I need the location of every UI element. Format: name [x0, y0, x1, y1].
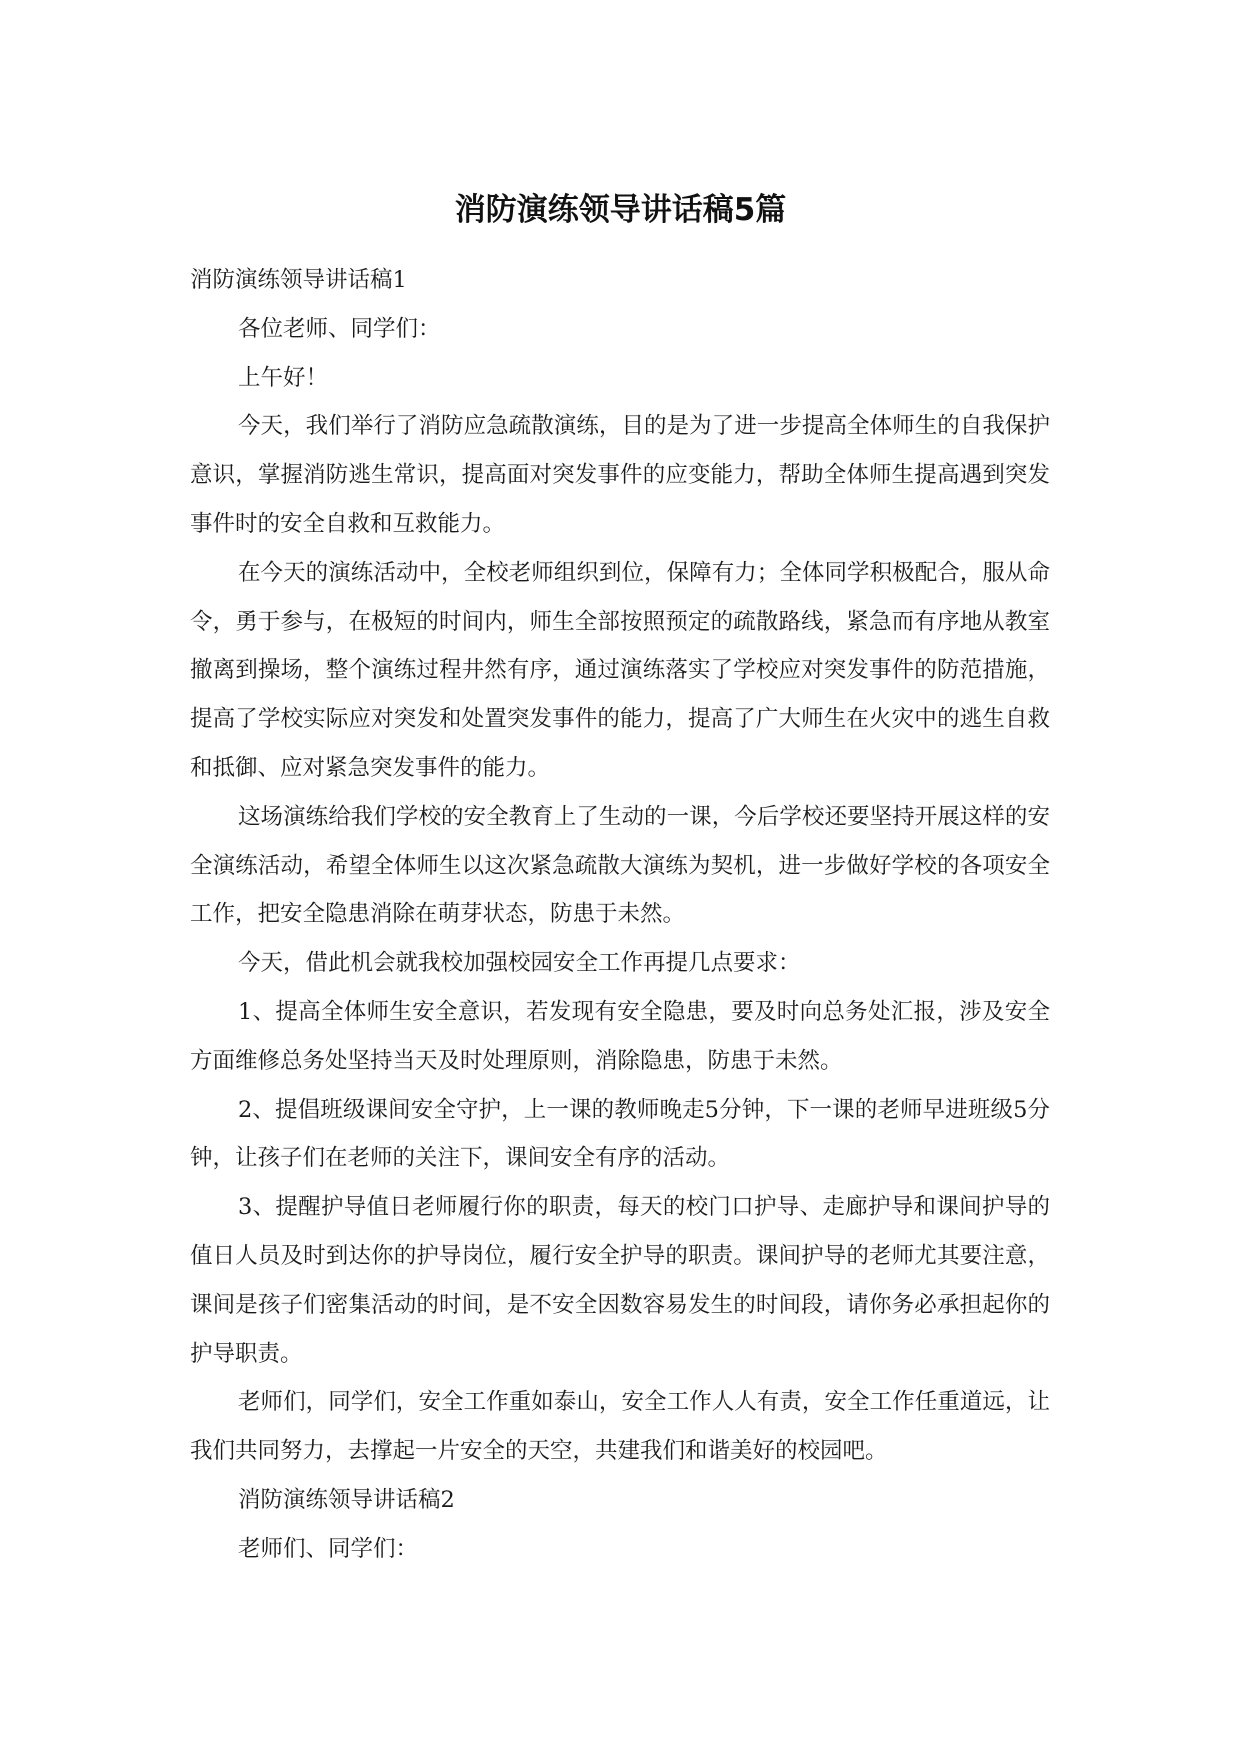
paragraph: 在今天的演练活动中，全校老师组织到位，保障有力；全体同学积极配合，服从命令，勇于参与，在极短的时间内，师生全部按照预定的疏散路线，紧急而有序地从教室撤离到操场，整个演练过程井然有序，通过演练落实了学校应对突发事件的防范措施，提高了学校实际应对突发和处置突发事件的能力，提高了广大师生在火灾中的逃生自救和抵御、应对紧急突发事件的能力。: [190, 559, 1050, 781]
paragraph: 老师们，同学们，安全工作重如泰山，安全工作人人有责，安全工作任重道远，让我们共同努力，去撑起一片安全的天空，共建我们和谐美好的校园吧。: [190, 1389, 1050, 1465]
section-heading-2: 消防演练领导讲话稿2: [238, 1486, 455, 1513]
salutation: 老师们、同学们：: [238, 1535, 419, 1562]
document-title: 消防演练领导讲话稿5篇: [454, 192, 787, 228]
paragraph: 这场演练给我们学校的安全教育上了生动的一课，今后学校还要坚持开展这样的安全演练活动，希望全体师生以这次紧急疏散大演练为契机，进一步做好学校的各项安全工作，把安全隐患消除在萌芽状态，防患于未然。: [190, 803, 1050, 928]
paragraph: 今天，我们举行了消防应急疏散演练，目的是为了进一步提高全体师生的自我保护意识，掌握消防逃生常识，提高面对突发事件的应变能力，帮助全体师生提高遇到突发事件时的安全自救和互救能力。: [190, 413, 1050, 537]
list-item: 2、提倡班级课间安全守护，上一课的教师晚走5分钟，下一课的老师早进班级5分钟，让孩子们在老师的关注下，课间安全有序的活动。: [190, 1096, 1050, 1172]
greeting: 上午好！: [238, 364, 329, 391]
section-heading-1: 消防演练领导讲话稿1: [190, 267, 407, 293]
list-item: 3、提醒护导值日老师履行你的职责，每天的校门口护导、走廊护导和课间护导的值日人员及时到达你的护导岗位，履行安全护导的职责。课间护导的老师尤其要注意，课间是孩子们密集活动的时间，是不安全因数容易发生的时间段，请你务必承担起你的护导职责。: [190, 1194, 1050, 1367]
list-item: 1、提高全体师生安全意识，若发现有安全隐患，要及时向总务处汇报，涉及安全方面维修总务处坚持当天及时处理原则，消除隐患，防患于未然。: [190, 998, 1050, 1074]
document-body: [190, 256, 1050, 1574]
paragraph: 今天，借此机会就我校加强校园安全工作再提几点要求：: [238, 950, 801, 977]
salutation: 各位老师、同学们：: [238, 315, 441, 342]
